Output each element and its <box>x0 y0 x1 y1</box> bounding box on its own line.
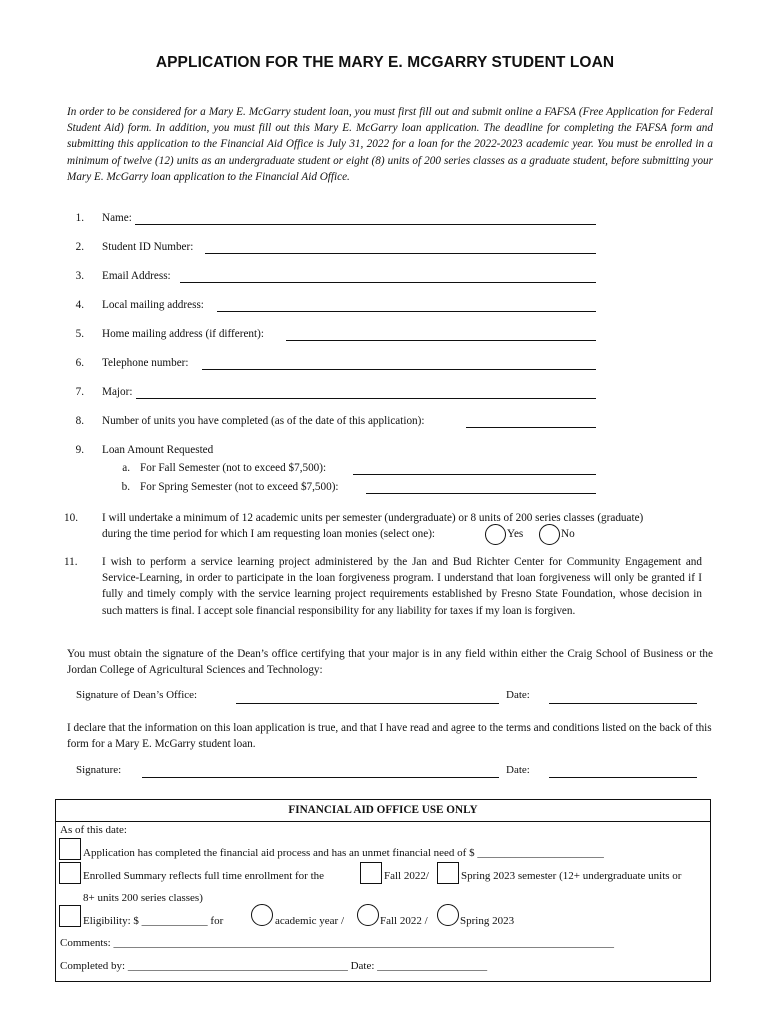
spring-2023-radio[interactable] <box>437 904 459 926</box>
item-number: 11. <box>64 556 78 568</box>
spring-loan-amount-field[interactable] <box>366 493 596 494</box>
eligibility-text: Eligibility: $ ____________ for <box>83 915 224 927</box>
item-name <box>60 212 600 227</box>
page-title: APPLICATION FOR THE MARY E. MCGARRY STUDENT LOAN <box>155 54 615 71</box>
loan-fall-row <box>110 462 600 477</box>
declaration: I declare that the information on this loan application is true, and that I have read and agree to the terms and conditions listed on the back of this form for a Mary E. McGarry student loan. <box>67 722 712 751</box>
dean-note: You must obtain the signature of the Dean’s office certifying that your major is in any field within either the Craig School of Business or the Jordan College of Agricultural Sciences and Technology: <box>67 648 713 677</box>
local-address-field[interactable] <box>217 311 596 312</box>
item-number: 2. <box>75 241 84 253</box>
comments-line: Comments: ___________________________________________________________________________________________ <box>60 937 614 949</box>
item-number: 5. <box>75 328 84 340</box>
item-10-line2: during the time period for which I am requesting loan monies (select one): <box>102 528 436 540</box>
telephone-field[interactable] <box>202 369 596 370</box>
item-number: 3. <box>75 270 84 282</box>
intro-paragraph: In order to be considered for a Mary E. McGarry student loan, you must first fill out and submit online a FAFSA (Free Application for Federal Student Aid) form. In addition, you must fill out this Mary E. McGarry loan application. The deadline for completing the FAFSA form and submitting this application to the Financial Aid Office is July 31, 2022 for a loan for the 2022-2023 academic year. You must be enrolled in a minimum of twelve (12) units as an undergraduate student or eight (8) units of 200 series classes as a graduate student, before submitting your Mary E. McGarry loan application to the Financial Aid Office. <box>67 106 713 183</box>
home-address-field[interactable] <box>286 340 596 341</box>
yes-radio[interactable] <box>485 524 506 545</box>
fall-loan-amount-field[interactable] <box>353 474 596 475</box>
item-units-completed <box>60 415 600 430</box>
item-number: 7. <box>75 386 84 398</box>
sub-item-label: For Fall Semester (not to exceed $7,500): <box>140 462 327 474</box>
academic-year-radio[interactable] <box>251 904 273 926</box>
spring-2023-checkbox[interactable] <box>437 862 459 884</box>
full-time-checkbox[interactable] <box>59 862 81 884</box>
fall-2022-label: Fall 2022/ <box>384 870 429 882</box>
fall-2022-radio-label: Fall 2022 / <box>380 915 428 927</box>
applicant-signature-field[interactable] <box>142 777 499 778</box>
loan-spring-row <box>110 481 600 496</box>
enrolled-summary-text: Enrolled Summary reflects full time enrollment for the <box>83 870 325 882</box>
signature-label: Signature: <box>76 764 122 776</box>
dean-date-field[interactable] <box>549 703 697 704</box>
item-number: 8. <box>75 415 84 427</box>
fao-as-of-label: As of this date: <box>60 824 127 836</box>
applicant-date-field[interactable] <box>549 777 697 778</box>
units-completed-field[interactable] <box>466 427 596 428</box>
item-11-text: I wish to perform a service learning project administered by the Jan and Bud Richter Center for Community Engagement and Service-Learning, in order to participate in the loan forgiveness program. I understand that loan forgiveness will only be granted if I fully and timely comply with the service learning project requirements established by Fresno State Foundation, whose decision in such matters is final. I accept sole financial responsibility for any liability for taxes if my loan is forgiven. <box>102 556 702 617</box>
units-text: 8+ units 200 series classes) <box>83 892 203 904</box>
major-field[interactable] <box>136 398 596 399</box>
item-label: Email Address: <box>102 270 171 282</box>
item-local-address <box>60 299 600 314</box>
item-label: Home mailing address (if different): <box>102 328 264 340</box>
item-number: 9. <box>75 444 84 456</box>
name-field[interactable] <box>135 224 596 225</box>
completed-by-line: Completed by: ________________________________________ Date: ____________________ <box>60 960 488 972</box>
sub-item-label: For Spring Semester (not to exceed $7,500): <box>140 481 339 493</box>
item-label: Name: <box>102 212 132 224</box>
academic-year-label: academic year / <box>275 915 345 927</box>
item-label: Local mailing address: <box>102 299 204 311</box>
item-label: Student ID Number: <box>102 241 194 253</box>
item-student-id <box>60 241 600 256</box>
sub-item-letter: b. <box>121 481 130 493</box>
dean-date-label: Date: <box>506 689 530 701</box>
item-number: 1. <box>75 212 84 224</box>
item-label: Number of units you have completed (as of the date of this application): <box>102 415 425 427</box>
dean-signature-field[interactable] <box>236 703 499 704</box>
item-home-address <box>60 328 600 343</box>
item-10 <box>60 510 720 544</box>
unmet-need-checkbox[interactable] <box>59 838 81 860</box>
email-field[interactable] <box>180 282 596 283</box>
item-number: 10. <box>64 512 78 524</box>
date-label: Date: <box>506 764 530 776</box>
financial-aid-office-box <box>55 799 711 982</box>
item-major <box>60 386 600 401</box>
sub-item-letter: a. <box>122 462 130 474</box>
item-number: 6. <box>75 357 84 369</box>
item-number: 4. <box>75 299 84 311</box>
dean-signature-label: Signature of Dean’s Office: <box>76 689 198 701</box>
fao-header: FINANCIAL AID OFFICE USE ONLY <box>288 804 478 816</box>
item-email <box>60 270 600 285</box>
spring-2023-text: Spring 2023 semester (12+ undergraduate units or <box>461 870 682 882</box>
item-label: Major: <box>102 386 133 398</box>
no-label: No <box>561 528 575 540</box>
spring-2023-radio-label: Spring 2023 <box>460 915 515 927</box>
fall-2022-radio[interactable] <box>357 904 379 926</box>
item-label: Loan Amount Requested <box>102 444 214 456</box>
item-loan-amount <box>60 444 600 459</box>
item-telephone <box>60 357 600 372</box>
unmet-need-text: Application has completed the financial aid process and has an unmet financial need of $ _______________________ <box>83 847 604 859</box>
no-radio[interactable] <box>539 524 560 545</box>
fall-2022-checkbox[interactable] <box>360 862 382 884</box>
item-10-line1: I will undertake a minimum of 12 academic units per semester (undergraduate) or 8 units of 200 series classes (graduate) <box>102 512 644 524</box>
fao-divider <box>56 821 710 822</box>
item-label: Telephone number: <box>102 357 189 369</box>
student-id-field[interactable] <box>205 253 596 254</box>
yes-label: Yes <box>507 528 524 540</box>
eligibility-checkbox[interactable] <box>59 905 81 927</box>
